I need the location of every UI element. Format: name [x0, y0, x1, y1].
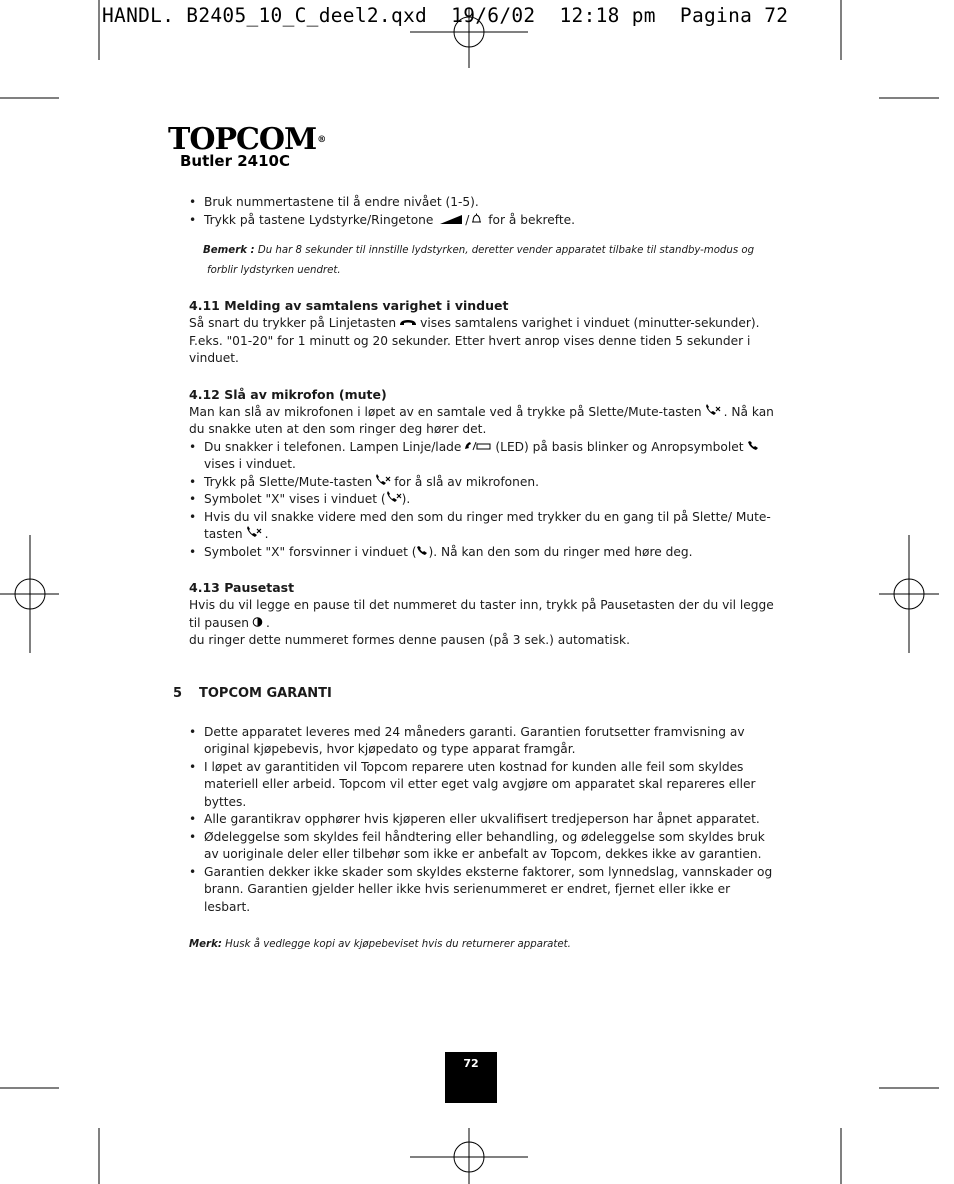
call-handset-icon: [747, 439, 759, 457]
mute-steps: [189, 439, 779, 562]
list-item: • Symbolet "X" forsvinner i vinduet ( ). Nå kan den som du ringer med høre deg.: [189, 544, 779, 562]
note: Bemerk : Du har 8 sekunder til innstille lydstyrken, deretter vender apparatet tilbake til standby-modus og forblir lydstyrken uendret.: [203, 245, 755, 276]
section-5-header: [173, 685, 779, 702]
pause-icon: [252, 615, 263, 633]
line-charge-led-icon: [464, 439, 492, 457]
list-item: • Garantien dekker ikke skader som skyldes eksterne faktorer, som lynnedslag, vannskader og brann. Garantien gjelder heller ikke hvis serienummeret er endret, fjernet eller ikke er lesbart.: [189, 864, 779, 917]
call-handset-icon: [416, 544, 428, 562]
section-title-4-12: 4.12 Slå av mikrofon (mute): [189, 386, 387, 402]
list-item: • I løpet av garantitiden vil Topcom reparere uten kostnad for kunden alle feil som skyldes materiell eller arbeid. Topcom vil etter eget valg avgjøre om apparatet skal repareres eller byttes.: [189, 759, 779, 812]
section-title-5: 5 TOPCOM GARANTI: [173, 685, 332, 701]
merk-note: Merk: Husk å vedlegge kopi av kjøpebeviset hvis du returnerer apparatet.: [189, 939, 571, 950]
mute-handset-icon: [246, 526, 262, 544]
bell-icon: [472, 212, 481, 230]
list-item: • Alle garantikrav opphører hvis kjøperen eller ukvalifisert tredjeperson har åpnet apparatet.: [189, 811, 779, 829]
mute-handset-icon: [386, 491, 402, 509]
warranty-bullets: [189, 724, 779, 917]
note-label: Bemerk :: [203, 245, 255, 256]
mute-handset-icon: [375, 474, 391, 492]
list-item: • Bruk nummertastene til å endre nivået (1-5).: [189, 194, 779, 212]
merk-label: Merk:: [189, 939, 222, 950]
section-title-4-13: 4.13 Pausetast: [189, 580, 295, 595]
manual-body: [173, 194, 779, 954]
page-number: 72: [463, 1057, 479, 1070]
list-item: • Trykk på tastene Lydstyrke/Ringetone / for å bekrefte.: [189, 212, 779, 230]
list-item: • Du snakker i telefonen. Lampen Linje/lade (LED) på basis blinker og Anropsymboletvises i vinduet.: [189, 439, 779, 474]
volume-ramp-icon: [440, 212, 462, 230]
list-item: • Symbolet "X" vises i vinduet ( ).: [189, 491, 779, 509]
list-item: • Dette apparatet leveres med 24 måneders garanti. Garantien forutsetter framvisning av original kjøpebevis, hvor kjøpedato og type apparat framgår.: [189, 724, 779, 759]
section-title-4-11: 4.11 Melding av samtalens varighet i vinduet: [189, 298, 509, 313]
paragraph: Så snart du trykker på Linjetasten vises samtalens varighet i vinduet (minutter-sekunder).: [189, 315, 779, 333]
list-item: • Ødeleggelse som skyldes feil håndtering eller behandling, og ødeleggelse som skyldes bruk av uoriginale deler eller tilbehør som ikke er anbefalt av Topcom, dekkes ikke av garantien.: [189, 829, 779, 864]
file-slug-line: HANDL. B2405_10_C_deel2.qxd 19/6/02 12:18 pm Pagina 72: [102, 4, 789, 27]
model-name: Butler 2410C: [180, 152, 290, 170]
topcom-logo: TOPCOM®: [168, 122, 326, 157]
paragraph: F.eks. "01-20" for 1 minutt og 20 sekunder. Etter hvert anrop vises denne tiden 5 sekunder i vinduet.: [189, 333, 751, 365]
list-item: • Hvis du vil snakke videre med den som du ringer med trykker du en gang til på Slette/ Mute-tasten .: [189, 509, 779, 544]
handset-icon: [399, 315, 417, 333]
paragraph: Man kan slå av mikrofonen i løpet av en samtale ved å trykke på Slette/Mute-tasten . Nå kan du snakke uten at den som ringer deg hører det.: [189, 404, 774, 436]
mute-handset-icon: [705, 404, 721, 422]
paragraph: du ringer dette nummeret formes denne pausen (på 3 sek.) automatisk.: [189, 633, 630, 647]
list-item: • Trykk på Slette/Mute-tasten for å slå av mikrofonen.: [189, 474, 779, 492]
intro-bullets: [189, 194, 779, 229]
paragraph: Hvis du vil legge en pause til det nummeret du taster inn, trykk på Pausetasten der du vil legge til pausen .: [189, 597, 779, 632]
page-number-box: [445, 1052, 497, 1103]
